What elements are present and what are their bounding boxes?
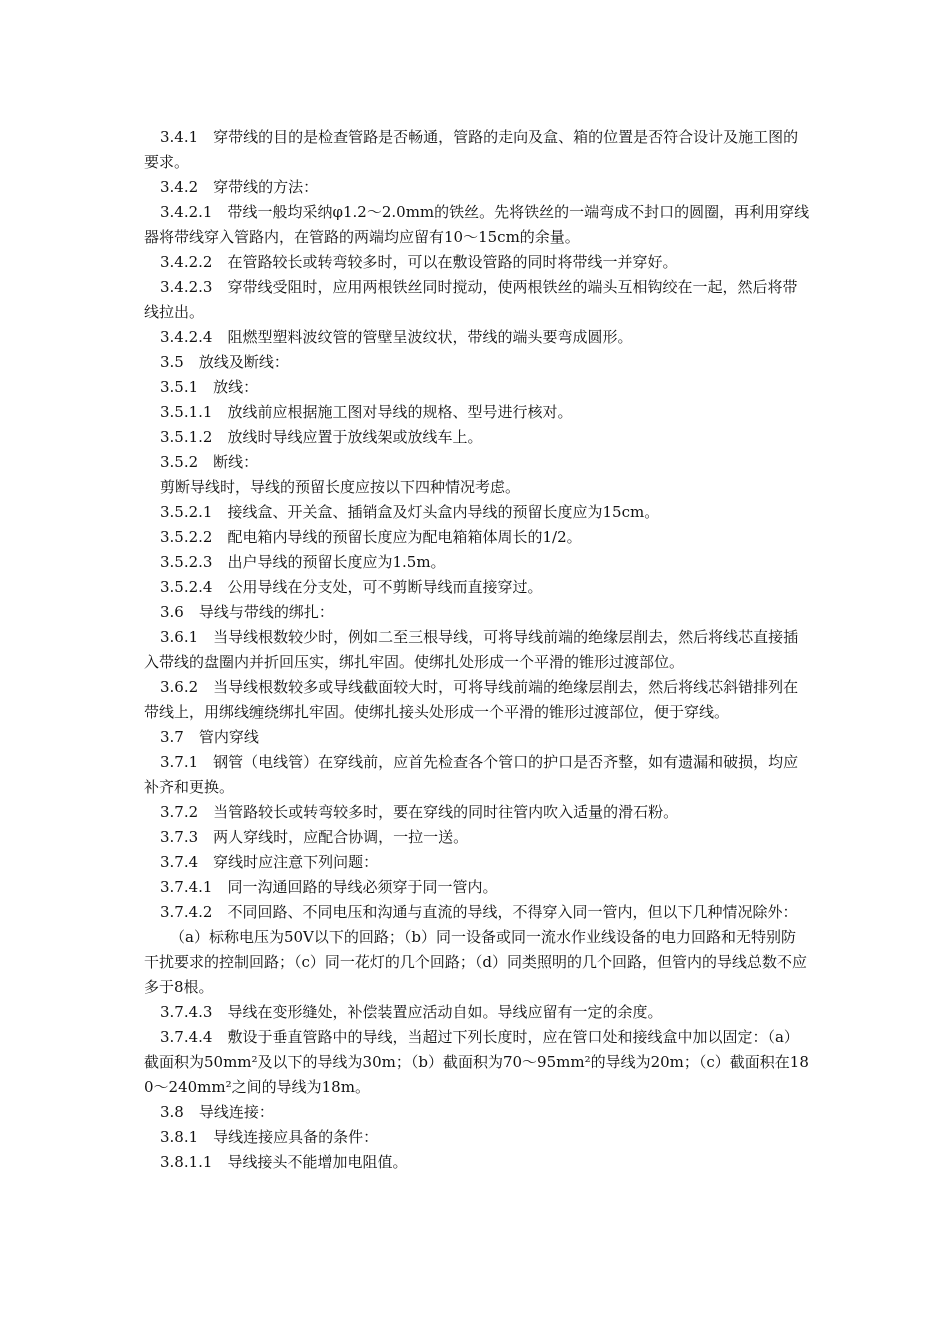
paragraph: 3.7.1 钢管（电线管）在穿线前，应首先检查各个管口的护口是否齐整，如有遗漏和破损，均应补齐和更换。 bbox=[144, 753, 799, 796]
paragraph: 3.8.1.1 导线接头不能增加电阻值。 bbox=[160, 1153, 408, 1171]
paragraph: 3.5.2.1 接线盒、开关盒、插销盒及灯头盒内导线的预留长度应为15cm。 bbox=[160, 503, 660, 521]
paragraph: 3.6 导线与带线的绑扎： bbox=[160, 603, 334, 621]
paragraph: 3.4.1 穿带线的目的是检查管路是否畅通，管路的走向及盒、箱的位置是否符合设计及施工图的要求。 bbox=[144, 128, 799, 171]
paragraph: 3.5 放线及断线： bbox=[160, 353, 289, 371]
paragraph: 3.5.2.4 公用导线在分支处，可不剪断导线而直接穿过。 bbox=[160, 578, 543, 596]
paragraph: 3.7.4 穿线时应注意下列问题： bbox=[160, 853, 379, 871]
paragraph: 3.7.2 当管路较长或转弯较多时，要在穿线的同时往管内吹入适量的滑石粉。 bbox=[160, 803, 679, 821]
paragraph: 3.7.4.2 不同回路、不同电压和沟通与直流的导线，不得穿入同一管内，但以下几种情况除外： bbox=[160, 903, 798, 921]
paragraph: 3.7.4.1 同一沟通回路的导线必须穿于同一管内。 bbox=[160, 878, 498, 896]
paragraph: 3.5.1.1 放线前应根据施工图对导线的规格、型号进行核对。 bbox=[160, 403, 573, 421]
paragraph: 3.5.2 断线： bbox=[160, 453, 259, 471]
paragraph-exceptions: （a）标称电压为50V以下的回路；（b）同一设备或同一流水作业线设备的电力回路和无特别防干扰要求的控制回路；（c）同一花灯的几个回路；（d）同类照明的几个回路，但管内的导线总数不应多于8根。 bbox=[144, 928, 808, 996]
paragraph: 3.5.1 放线： bbox=[160, 378, 259, 396]
paragraph: 3.4.2.3 穿带线受阻时，应用两根铁丝同时搅动，使两根铁丝的端头互相钩绞在一起，然后将带线拉出。 bbox=[144, 278, 798, 321]
paragraph: 3.7.3 两人穿线时，应配合协调，一拉一送。 bbox=[160, 828, 469, 846]
paragraph: 3.5.1.2 放线时导线应置于放线架或放线车上。 bbox=[160, 428, 483, 446]
paragraph: 3.8.1 导线连接应具备的条件： bbox=[160, 1128, 379, 1146]
paragraph: 3.8 导线连接： bbox=[160, 1103, 274, 1121]
paragraph: 3.7.4.3 导线在变形缝处，补偿装置应活动自如。导线应留有一定的余度。 bbox=[160, 1003, 663, 1021]
paragraph: 3.4.2.2 在管路较长或转弯较多时，可以在敷设管路的同时将带线一并穿好。 bbox=[160, 253, 678, 271]
paragraph: 3.7 管内穿线 bbox=[160, 728, 259, 746]
paragraph: 剪断导线时，导线的预留长度应按以下四种情况考虑。 bbox=[160, 478, 521, 496]
paragraph: 3.4.2.4 阻燃型塑料波纹管的管壁呈波纹状，带线的端头要弯成圆形。 bbox=[160, 328, 633, 346]
paragraph: 3.5.2.3 出户导线的预留长度应为1.5m。 bbox=[160, 553, 446, 571]
paragraph: 3.6.1 当导线根数较少时，例如二至三根导线，可将导线前端的绝缘层削去，然后将线芯直接插入带线的盘圈内并折回压实，绑扎牢固。使绑扎处形成一个平滑的锥形过渡部位。 bbox=[144, 628, 799, 671]
document-body bbox=[144, 125, 810, 1175]
paragraph: 3.5.2.2 配电箱内导线的预留长度应为配电箱箱体周长的1/2。 bbox=[160, 528, 582, 546]
paragraph: 3.7.4.4 敷设于垂直管路中的导线，当超过下列长度时，应在管口处和接线盒中加以固定：（a）截面积为50mm²及以下的导线为30m；（b）截面积为70～95mm²的导线为20m；（c）截面积在180～240mm²之间的导线为18m。 bbox=[144, 1028, 809, 1096]
paragraph: 3.4.2 穿带线的方法： bbox=[160, 178, 319, 196]
paragraph: 3.4.2.1 带线一般均采纳φ1.2～2.0mm的铁丝。先将铁丝的一端弯成不封口的圆圈，再利用穿线器将带线穿入管路内，在管路的两端均应留有10～15cm的余量。 bbox=[144, 203, 810, 246]
paragraph: 3.6.2 当导线根数较多或导线截面较大时，可将导线前端的绝缘层削去，然后将线芯斜错排列在带线上，用绑线缠绕绑扎牢固。使绑扎接头处形成一个平滑的锥形过渡部位，便于穿线。 bbox=[144, 678, 799, 721]
